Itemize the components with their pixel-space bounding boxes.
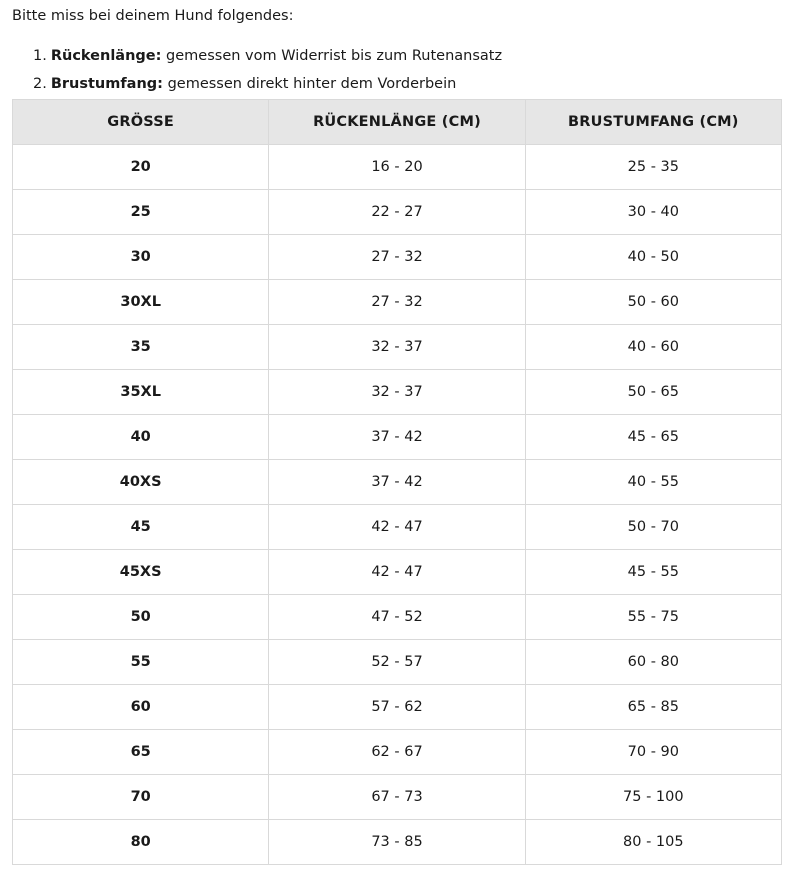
table-row bbox=[13, 280, 782, 325]
back-length-cell: 22 - 27 bbox=[269, 190, 525, 235]
table-row bbox=[13, 370, 782, 415]
back-length-cell: 47 - 52 bbox=[269, 595, 525, 640]
size-cell: 35XL bbox=[13, 370, 269, 415]
header-size: GRÖSSE bbox=[13, 100, 269, 145]
chest-girth-cell: 75 - 100 bbox=[525, 775, 781, 820]
table-row bbox=[13, 820, 782, 865]
step-description: gemessen direkt hinter dem Vorderbein bbox=[167, 76, 457, 92]
table-row bbox=[13, 415, 782, 460]
back-length-cell: 16 - 20 bbox=[269, 145, 525, 190]
chest-girth-cell: 40 - 55 bbox=[525, 460, 781, 505]
table-row bbox=[13, 550, 782, 595]
back-length-cell: 42 - 47 bbox=[269, 550, 525, 595]
size-cell: 50 bbox=[13, 595, 269, 640]
chest-girth-cell: 40 - 60 bbox=[525, 325, 781, 370]
size-cell: 80 bbox=[13, 820, 269, 865]
measurement-steps bbox=[33, 46, 502, 102]
table-row bbox=[13, 505, 782, 550]
table-row bbox=[13, 775, 782, 820]
back-length-cell: 52 - 57 bbox=[269, 640, 525, 685]
size-cell: 40 bbox=[13, 415, 269, 460]
chest-girth-cell: 50 - 70 bbox=[525, 505, 781, 550]
table-body bbox=[13, 145, 782, 865]
size-table bbox=[12, 99, 782, 865]
size-cell: 55 bbox=[13, 640, 269, 685]
back-length-cell: 32 - 37 bbox=[269, 370, 525, 415]
step-term: Rückenlänge: bbox=[50, 48, 162, 64]
table-row bbox=[13, 190, 782, 235]
step-description: gemessen vom Widerrist bis zum Rutenansatz bbox=[166, 48, 503, 64]
back-length-cell: 42 - 47 bbox=[269, 505, 525, 550]
chest-girth-cell: 45 - 65 bbox=[525, 415, 781, 460]
back-length-cell: 37 - 42 bbox=[269, 415, 525, 460]
chest-girth-cell: 45 - 55 bbox=[525, 550, 781, 595]
size-cell: 30 bbox=[13, 235, 269, 280]
back-length-cell: 27 - 32 bbox=[269, 280, 525, 325]
step-item bbox=[33, 74, 502, 102]
table-row bbox=[13, 730, 782, 775]
header-chest-girth: BRUSTUMFANG (CM) bbox=[525, 100, 781, 145]
table-row bbox=[13, 145, 782, 190]
table-row bbox=[13, 685, 782, 730]
size-cell: 35 bbox=[13, 325, 269, 370]
back-length-cell: 32 - 37 bbox=[269, 325, 525, 370]
back-length-cell: 57 - 62 bbox=[269, 685, 525, 730]
size-cell: 70 bbox=[13, 775, 269, 820]
chest-girth-cell: 80 - 105 bbox=[525, 820, 781, 865]
size-cell: 45XS bbox=[13, 550, 269, 595]
size-cell: 30XL bbox=[13, 280, 269, 325]
size-cell: 20 bbox=[13, 145, 269, 190]
size-cell: 60 bbox=[13, 685, 269, 730]
intro-text: Bitte miss bei deinem Hund folgendes: bbox=[12, 8, 294, 24]
chest-girth-cell: 50 - 65 bbox=[525, 370, 781, 415]
back-length-cell: 62 - 67 bbox=[269, 730, 525, 775]
step-number: 1. bbox=[33, 48, 47, 64]
chest-girth-cell: 40 - 50 bbox=[525, 235, 781, 280]
step-item bbox=[33, 46, 502, 74]
step-number: 2. bbox=[33, 76, 47, 92]
back-length-cell: 67 - 73 bbox=[269, 775, 525, 820]
chest-girth-cell: 30 - 40 bbox=[525, 190, 781, 235]
chest-girth-cell: 50 - 60 bbox=[525, 280, 781, 325]
table-row bbox=[13, 595, 782, 640]
chest-girth-cell: 25 - 35 bbox=[525, 145, 781, 190]
size-cell: 25 bbox=[13, 190, 269, 235]
table-row bbox=[13, 325, 782, 370]
header-back-length: RÜCKENLÄNGE (CM) bbox=[269, 100, 525, 145]
chest-girth-cell: 70 - 90 bbox=[525, 730, 781, 775]
back-length-cell: 27 - 32 bbox=[269, 235, 525, 280]
table-row bbox=[13, 460, 782, 505]
chest-girth-cell: 60 - 80 bbox=[525, 640, 781, 685]
chest-girth-cell: 65 - 85 bbox=[525, 685, 781, 730]
table-row bbox=[13, 235, 782, 280]
size-cell: 45 bbox=[13, 505, 269, 550]
back-length-cell: 73 - 85 bbox=[269, 820, 525, 865]
step-term: Brustumfang: bbox=[50, 76, 163, 92]
table-header-row bbox=[13, 100, 782, 145]
size-cell: 40XS bbox=[13, 460, 269, 505]
chest-girth-cell: 55 - 75 bbox=[525, 595, 781, 640]
size-cell: 65 bbox=[13, 730, 269, 775]
table-row bbox=[13, 640, 782, 685]
back-length-cell: 37 - 42 bbox=[269, 460, 525, 505]
